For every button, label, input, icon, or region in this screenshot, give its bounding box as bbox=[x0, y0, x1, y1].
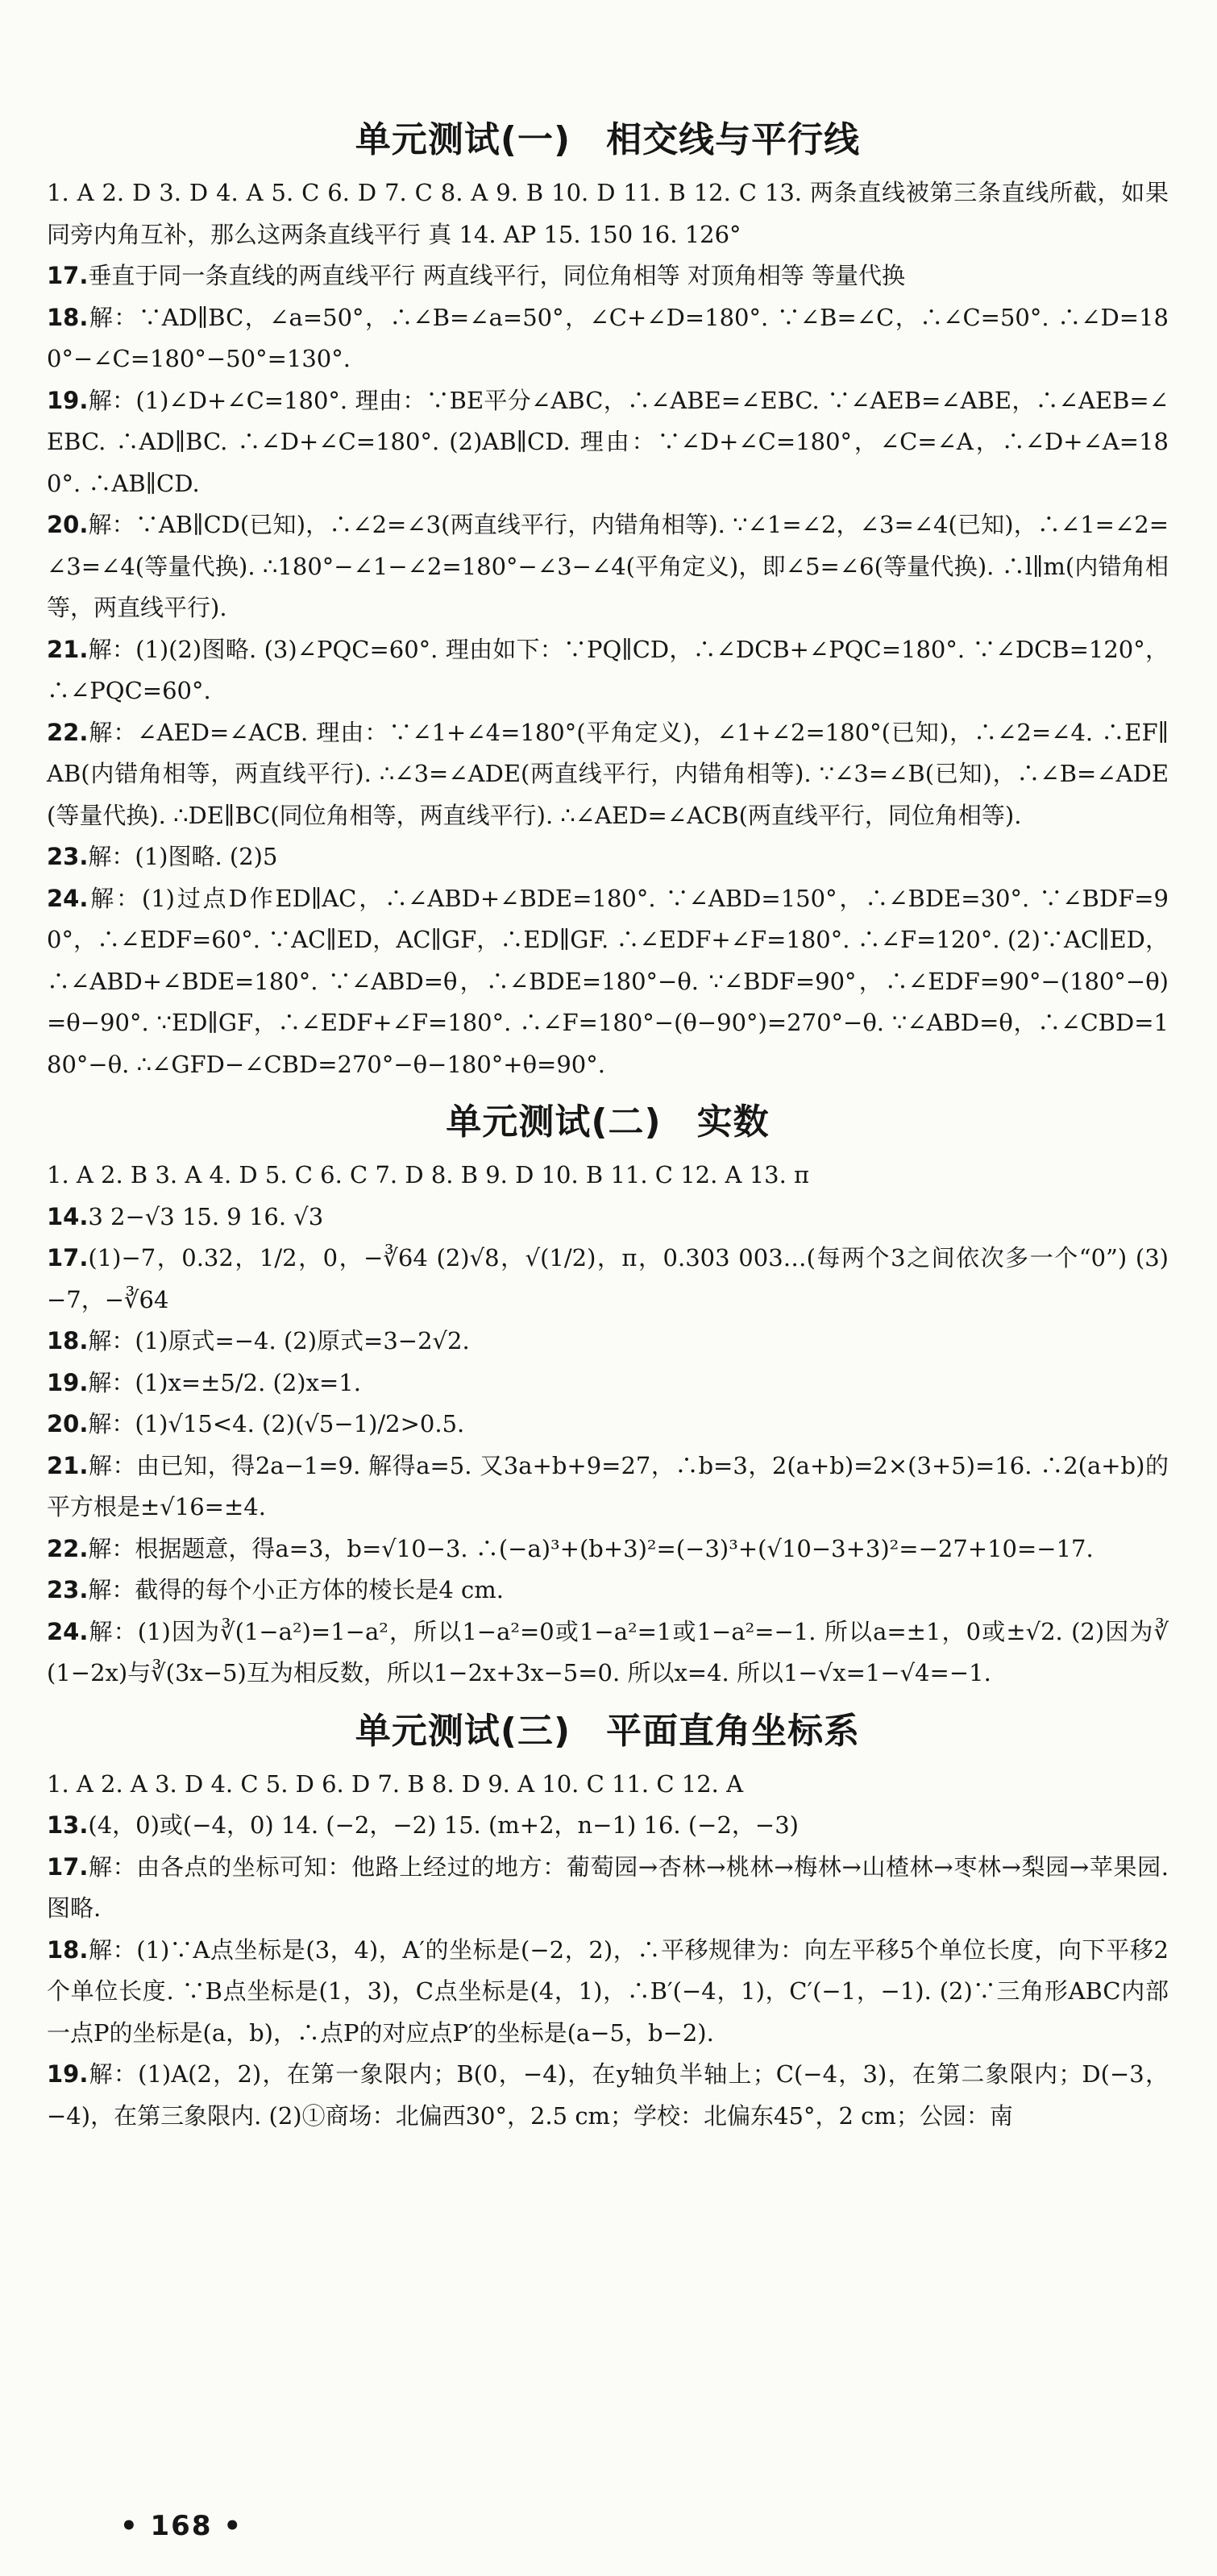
answer-item: 17.解：由各点的坐标可知：他路上经过的地方：葡萄园→杏林→桃林→梅林→山楂林→枣林→梨园→苹果园. 图略. bbox=[47, 1852, 1169, 1922]
answer-item: 1. A 2. D 3. D 4. A 5. C 6. D 7. C 8. A 9. B 10. D 11. B 12. C 13. 两条直线被第三条直线所截，如果同旁内角互补，那么这两条直线平行 真 14. AP 15. 150 16. 126° bbox=[47, 179, 1169, 248]
answer-item: 1. A 2. A 3. D 4. C 5. D 6. D 7. B 8. D 9. A 10. C 11. C 12. A bbox=[47, 1769, 744, 1798]
answer-item: 18.解：∵AD∥BC，∠a=50°，∴∠B=∠a=50°，∠C+∠D=180°. ∵∠B=∠C，∴∠C=50°. ∴∠D=180°−∠C=180°−50°=130°. bbox=[47, 303, 1169, 372]
answer-item: 17.(1)−7，0.32，1/2，0，−∛64 (2)√8，√(1/2)，π，0.303 003…(每两个3之间依次多一个“0”) (3)−7，−∛64 bbox=[47, 1244, 1169, 1313]
section-1 bbox=[47, 116, 1169, 1085]
answer-item: 18.解：(1)原式=−4. (2)原式=3−2√2. bbox=[47, 1327, 470, 1354]
answer-item: 23.解：截得的每个小正方体的棱长是4 cm. bbox=[47, 1576, 505, 1603]
answer-item: 1. A 2. B 3. A 4. D 5. C 6. C 7. D 8. B 9. D 10. B 11. C 12. A 13. π bbox=[47, 1161, 810, 1188]
answer-item: 23.解：(1)图略. (2)5 bbox=[47, 843, 278, 870]
answer-item: 19.解：(1)∠D+∠C=180°. 理由：∵BE平分∠ABC，∴∠ABE=∠EBC. ∵∠AEB=∠ABE，∴∠AEB=∠EBC. ∴AD∥BC. ∴∠D+∠C=180°. (2)AB∥CD. 理由：∵∠D+∠C=180°，∠C=∠A，∴∠D+∠A=180°. ∴AB∥CD. bbox=[47, 386, 1169, 497]
answer-item: 14.3 2−√3 15. 9 16. √3 bbox=[47, 1202, 324, 1230]
answer-item: 18.解：(1)∵A点坐标是(3，4)，A′的坐标是(−2，2)，∴平移规律为：向左平移5个单位长度，向下平移2个单位长度. ∵B点坐标是(1，3)，C点坐标是(4，1)，∴B′(−4，1)，C′(−1，−1). (2)∵三角形ABC内部一点P的坐标是(a，b)，∴点P的对应点P′的坐标是(a−5，b−2). bbox=[47, 1935, 1169, 2047]
section-title: 单元测试(一) 相交线与平行线 bbox=[355, 119, 861, 160]
section-title: 单元测试(三) 平面直角坐标系 bbox=[355, 1710, 861, 1752]
section-3 bbox=[47, 1707, 1169, 2138]
answer-item: 19.解：(1)A(2，2)，在第一象限内；B(0，−4)，在y轴负半轴上；C(−4，3)，在第二象限内；D(−3，−4)，在第三象限内. (2)①商场：北偏西30°，2.5 cm；学校：北偏东45°，2 cm；公园：南 bbox=[47, 2060, 1169, 2130]
answer-item: 20.解：∵AB∥CD(已知)，∴∠2=∠3(两直线平行，内错角相等). ∵∠1=∠2，∠3=∠4(已知)，∴∠1=∠2=∠3=∠4(等量代换). ∴180°−∠1−∠2=180°−∠3−∠4(平角定义)，即∠5=∠6(等量代换). ∴l∥m(内错角相等，两直线平行). bbox=[47, 511, 1169, 621]
section-2 bbox=[47, 1098, 1169, 1695]
answer-item: 19.解：(1)x=±5/2. (2)x=1. bbox=[47, 1368, 361, 1396]
section-title: 单元测试(二) 实数 bbox=[446, 1101, 770, 1143]
answer-item: 24.解：(1)因为∛(1−a²)=1−a²，所以1−a²=0或1−a²=1或1−a²=−1. 所以a=±1，0或±√2. (2)因为∛(1−2x)与∛(3x−5)互为相反数，所以1−2x+3x−5=0. 所以x=4. 所以1−√x=1−√4=−1. bbox=[47, 1617, 1169, 1686]
answer-item: 24.解：(1)过点D作ED∥AC，∴∠ABD+∠BDE=180°. ∵∠ABD=150°，∴∠BDE=30°. ∵∠BDF=90°，∴∠EDF=60°. ∵AC∥ED，AC∥GF，∴ED∥GF. ∴∠EDF+∠F=180°. ∴∠F=120°. (2)∵AC∥ED，∴∠ABD+∠BDE=180°. ∵∠ABD=θ，∴∠BDE=180°−θ. ∵∠BDF=90°，∴∠EDF=90°−(180°−θ)=θ−90°. ∵ED∥GF，∴∠EDF+∠F=180°. ∴∠F=180°−(θ−90°)=270°−θ. ∵∠ABD=θ，∴∠CBD=180°−θ. ∴∠GFD−∠CBD=270°−θ−180°+θ=90°. bbox=[47, 884, 1169, 1078]
answer-item: 13.(4，0)或(−4，0) 14. (−2，−2) 15. (m+2，n−1) 16. (−2，−3) bbox=[47, 1811, 799, 1839]
answer-item: 17.垂直于同一条直线的两直线平行 两直线平行，同位角相等 对顶角相等 等量代换 bbox=[47, 262, 906, 289]
answer-item: 20.解：(1)√15<4. (2)(√5−1)/2>0.5. bbox=[47, 1410, 465, 1437]
answer-content bbox=[47, 103, 1169, 2137]
answer-item: 21.解：由已知，得2a−1=9. 解得a=5. 又3a+b+9=27，∴b=3，2(a+b)=2×(3+5)=16. ∴2(a+b)的平方根是±√16=±4. bbox=[47, 1451, 1169, 1520]
answer-item: 22.解：根据题意，得a=3，b=√10−3. ∴(−a)³+(b+3)²=(−3)³+(√10−3+3)²=−27+10=−17. bbox=[47, 1534, 1094, 1562]
answer-item: 21.解：(1)(2)图略. (3)∠PQC=60°. 理由如下：∵PQ∥CD，∴∠DCB+∠PQC=180°. ∵∠DCB=120°，∴∠PQC=60°. bbox=[47, 635, 1169, 704]
answer-item: 22.解：∠AED=∠ACB. 理由：∵∠1+∠4=180°(平角定义)，∠1+∠2=180°(已知)，∴∠2=∠4. ∴EF∥AB(内错角相等，两直线平行). ∴∠3=∠ADE(两直线平行，内错角相等). ∵∠3=∠B(已知)，∴∠B=∠ADE(等量代换). ∴DE∥BC(同位角相等，两直线平行). ∴∠AED=∠ACB(两直线平行，同位角相等). bbox=[47, 718, 1169, 829]
page-number: • 168 • bbox=[119, 2510, 243, 2542]
